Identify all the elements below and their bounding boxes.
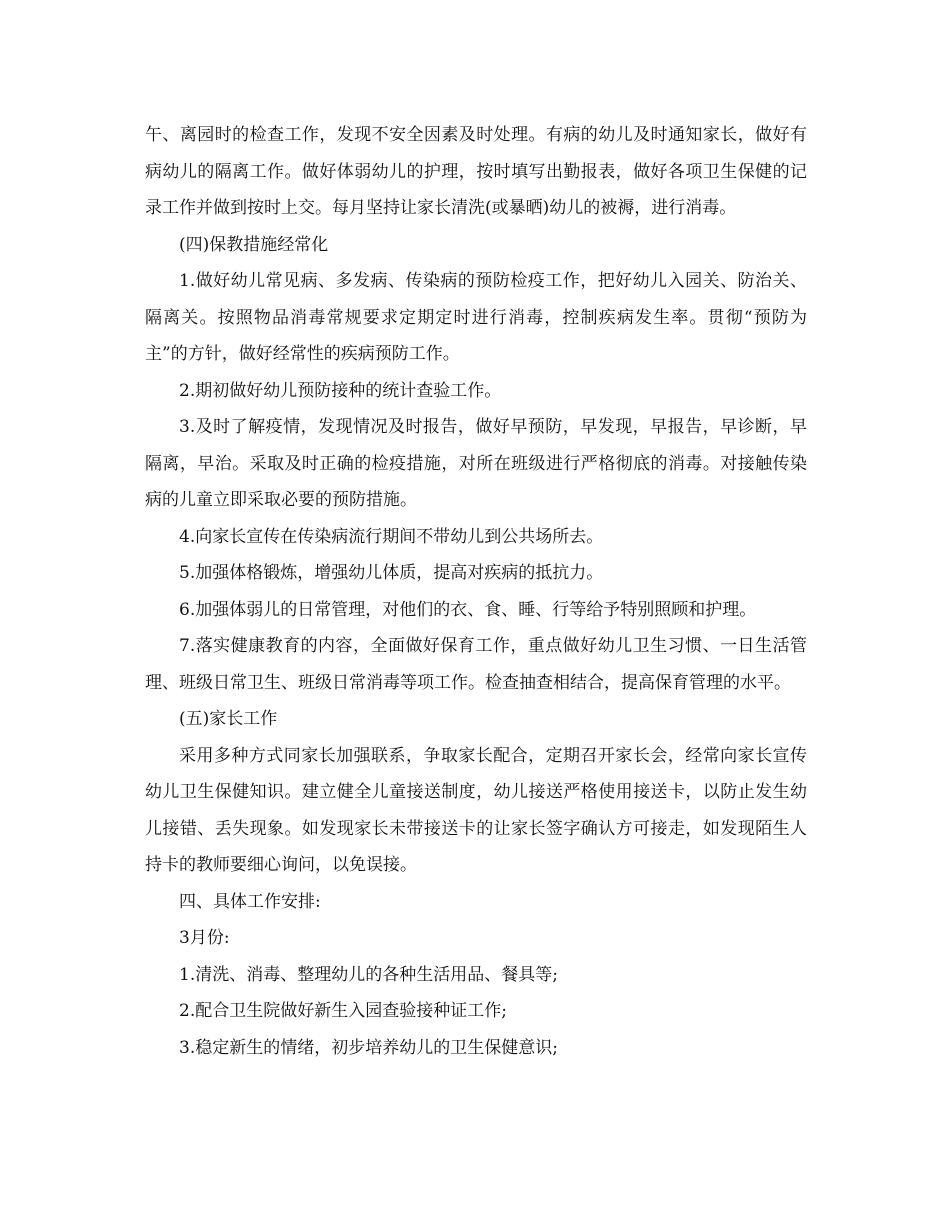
list-item-3: 3.及时了解疫情，发现情况及时报告，做好早预防，早发现，早报告，早诊断，早隔离，早治。采取及时正确的检疫措施，对所在班级进行严格彻底的消毒。对接触传染病的儿童立即采取必要的预防措施。 [145,417,807,510]
subheading-march: 3月份: [179,928,230,948]
section-heading-parent-work: (五)家长工作 [179,709,278,729]
list-item-7: 7.落实健康教育的内容，全面做好保育工作，重点做好幼儿卫生习惯、一日生活管理、班级日常卫生、班级日常消毒等项工作。检查抽查相结合，提高保育管理的水平。 [145,636,807,693]
march-item-3: 3.稳定新生的情绪，初步培养幼儿的卫生保健意识; [179,1037,558,1058]
march-item-2: 2.配合卫生院做好新生入园查验接种证工作; [179,1001,507,1021]
list-item-5: 5.加强体格锻炼，增强幼儿体质，提高对疾病的抵抗力。 [179,563,604,583]
list-item-1: 1.做好幼儿常见病、多发病、传染病的预防检疫工作，把好幼儿入园关、防治关、隔离关。按照物品消毒常规要求定期定时进行消毒，控制疾病发生率。贯彻“预防为主”的方针，做好经常性的疾病预防工作。 [145,271,807,364]
list-item-6: 6.加强体弱儿的日常管理，对他们的衣、食、睡、行等给予特别照顾和护理。 [179,599,757,620]
body-paragraph-continued: 午、离园时的检查工作，发现不安全因素及时处理。有病的幼儿及时通知家长，做好有病幼儿的隔离工作。做好体弱幼儿的护理，按时填写出勤报表，做好各项卫生保健的记录工作并做到按时上交。每月坚持让家长清洗(或暴晒)幼儿的被褥，进行消毒。 [145,125,807,218]
section-heading-care-measures: (四)保教措施经常化 [179,234,329,255]
list-item-4: 4.向家长宣传在传染病流行期间不带幼儿到公共场所去。 [179,526,604,547]
section-heading-work-schedule: 四、具体工作安排: [179,891,321,912]
body-paragraph-parent-work: 采用多种方式同家长加强联系，争取家长配合，定期召开家长会，经常向家长宣传幼儿卫生保健知识。建立健全儿童接送制度，幼儿接送严格使用接送卡，以防止发生幼儿接错、丢失现象。如发现家长未带接送卡的让家长签字确认方可接走，如发现陌生人持卡的教师要细心询问，以免误接。 [145,745,807,875]
march-item-1: 1.清洗、消毒、整理幼儿的各种生活用品、餐具等; [179,964,558,985]
list-item-2: 2.期初做好幼儿预防接种的统计查验工作。 [179,380,502,401]
document-page [145,117,807,1066]
